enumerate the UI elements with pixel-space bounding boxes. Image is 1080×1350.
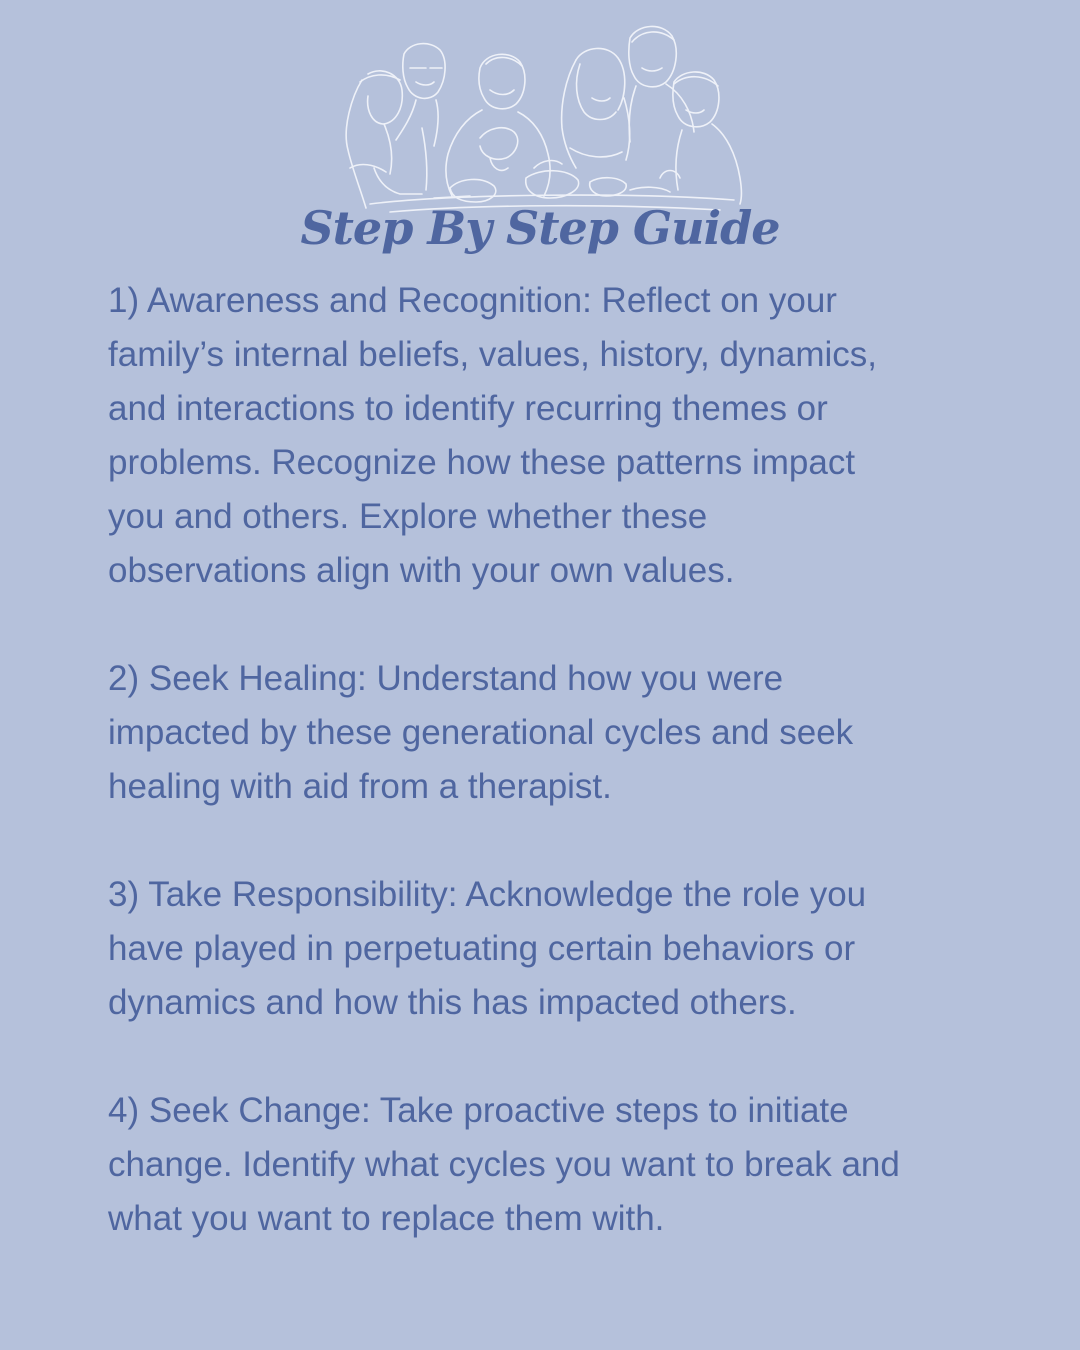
steps-list bbox=[108, 274, 988, 1246]
step-awareness-recognition: 1) Awareness and Recognition: Reflect on your family’s internal beliefs, values, history, dynamics, and interactions to identify recurring themes or problems. Recognize how these patterns impact you and others. Explore whether these observations align with your own values. bbox=[108, 281, 878, 590]
step-take-responsibility: 3) Take Responsibility: Acknowledge the role you have played in perpetuating certain behaviors or dynamics and how this has impacted others. bbox=[108, 875, 867, 1022]
page-title: Step By Step Guide bbox=[300, 201, 780, 255]
family-dinner-illustration-icon bbox=[330, 18, 750, 223]
step-seek-change: 4) Seek Change: Take proactive steps to initiate change. Identify what cycles you want to break and what you want to replace them with. bbox=[108, 1091, 900, 1238]
step-seek-healing: 2) Seek Healing: Understand how you were impacted by these generational cycles and seek healing with aid from a therapist. bbox=[108, 659, 854, 806]
